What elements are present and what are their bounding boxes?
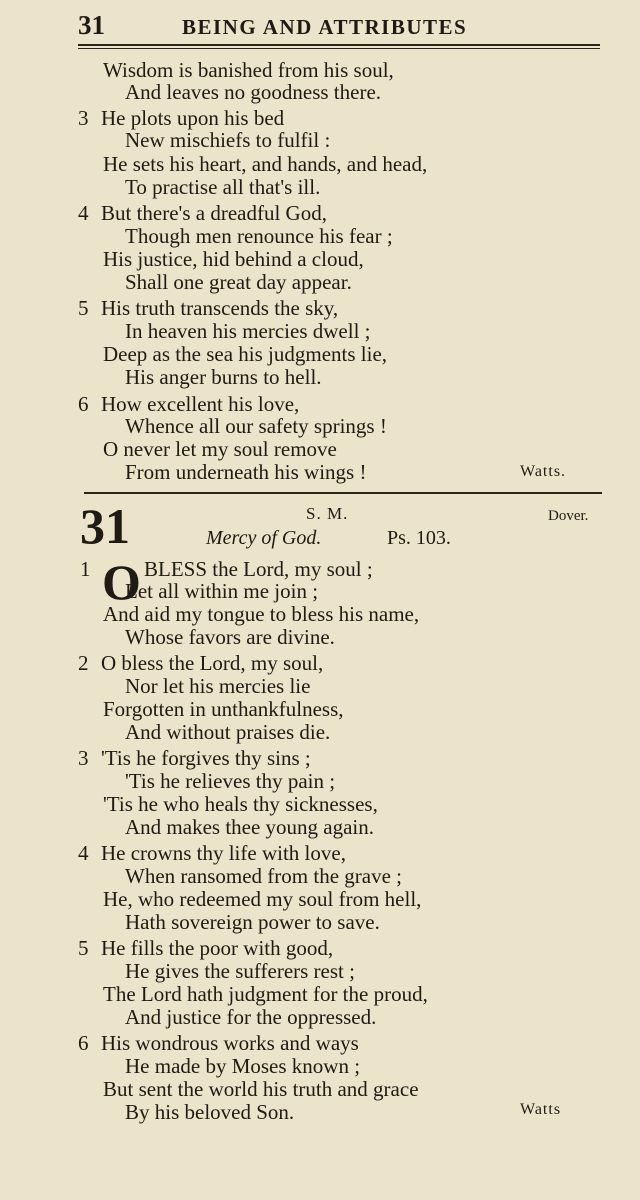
header-rule [78,44,600,49]
verse-line: And aid my tongue to bless his name, [103,602,420,626]
verse-line: He crowns thy life with love, [101,841,346,865]
verse-line: His justice, hid behind a cloud, [103,247,364,271]
running-title: BEING AND ATTRIBUTES [182,15,468,39]
verse-line: He sets his heart, and hands, and head, [103,152,428,176]
verse-number: 5 [78,296,89,320]
verse-line: He fills the poor with good, [101,936,334,960]
page-number: 31 [78,10,105,40]
verse-line: He plots upon his bed [101,106,285,130]
hymn-subtitle: Mercy of God. [206,527,322,549]
verse-line: 'Tis he relieves thy pain ; [125,769,336,793]
hymn-number: 31 [80,498,130,554]
verse-line: O bless the Lord, my soul, [101,651,324,675]
verse-number: 4 [78,841,89,865]
verse-line: His wondrous works and ways [101,1031,359,1055]
page-header [78,10,600,42]
author-attribution: Watts. [520,463,567,480]
drop-cap: O [102,554,141,610]
verse-line: Whence all our safety springs ! [125,414,387,438]
verse-line: And leaves no goodness there. [125,80,382,104]
verse-line: Wisdom is banished from his soul, [103,58,394,82]
verse-line: Nor let his mercies lie [125,674,311,698]
verse-line: 'Tis he forgives thy sins ; [101,746,311,770]
verse-line: His anger burns to hell. [125,365,322,389]
verse-first-line [78,106,284,130]
verse-line: Shall one great day appear. [125,270,352,294]
verse-line: From underneath his wings ! [125,460,367,484]
verse-number: 1 [80,557,91,581]
verse-line: He made by Moses known ; [125,1054,361,1078]
verse-number: 6 [78,392,89,416]
verse-first-line [78,296,338,320]
verse-line: The Lord hath judgment for the proud, [103,982,428,1006]
verse-line: By his beloved Son. [125,1100,295,1124]
verse-line: O never let my soul remove [103,437,337,461]
verse-first-line [78,201,327,225]
verse-line: And without praises die. [125,720,331,744]
verse-line: Deep as the sea his judgments lie, [103,342,388,366]
verse-line: Let all within me join ; [125,579,319,603]
verse-line: Forgotten in unthankfulness, [103,697,344,721]
verse-line: 'Tis he who heals thy sicknesses, [103,792,378,816]
verse-number: 5 [78,936,89,960]
verse-number: 4 [78,201,89,225]
tune-name: Dover. [548,508,589,524]
verse-number: 2 [78,651,89,675]
verse-first-line [78,746,311,770]
verse-first-line [78,1031,359,1055]
verse-line: BLESS the Lord, my soul ; [144,557,373,581]
verse-first-line [78,651,323,675]
hymn-divider [84,492,602,494]
verse-line: Though men renounce his fear ; [125,224,393,248]
verse-line: When ransomed from the grave ; [125,864,402,888]
verse-number: 3 [78,746,89,770]
verse-line: How excellent his love, [101,392,300,416]
verse-first-line [78,841,346,865]
verse-line: And makes thee young again. [125,815,375,839]
verse-line: He gives the sufferers rest ; [125,959,355,983]
verse-line: Whose favors are divine. [125,625,335,649]
verse-line: His truth transcends the sky, [101,296,339,320]
verse-line: He, who redeemed my soul from hell, [103,887,422,911]
verse-line: But there's a dreadful God, [101,201,327,225]
verse-line: And justice for the oppressed. [125,1005,377,1029]
author-attribution: Watts [520,1101,562,1118]
psalm-reference: Ps. 103. [387,527,451,549]
verse-line: Hath sovereign power to save. [125,910,380,934]
verse-line: New mischiefs to fulfil : [125,128,331,152]
verse-first-line [78,392,299,416]
verse-number: 3 [78,106,89,130]
verse-number: 6 [78,1031,89,1055]
verse-line: To practise all that's ill. [125,175,321,199]
verse-first-line [78,936,333,960]
verse-line: In heaven his mercies dwell ; [125,319,371,343]
verse-line: But sent the world his truth and grace [103,1077,419,1101]
meter-label: S. M. [306,504,349,523]
